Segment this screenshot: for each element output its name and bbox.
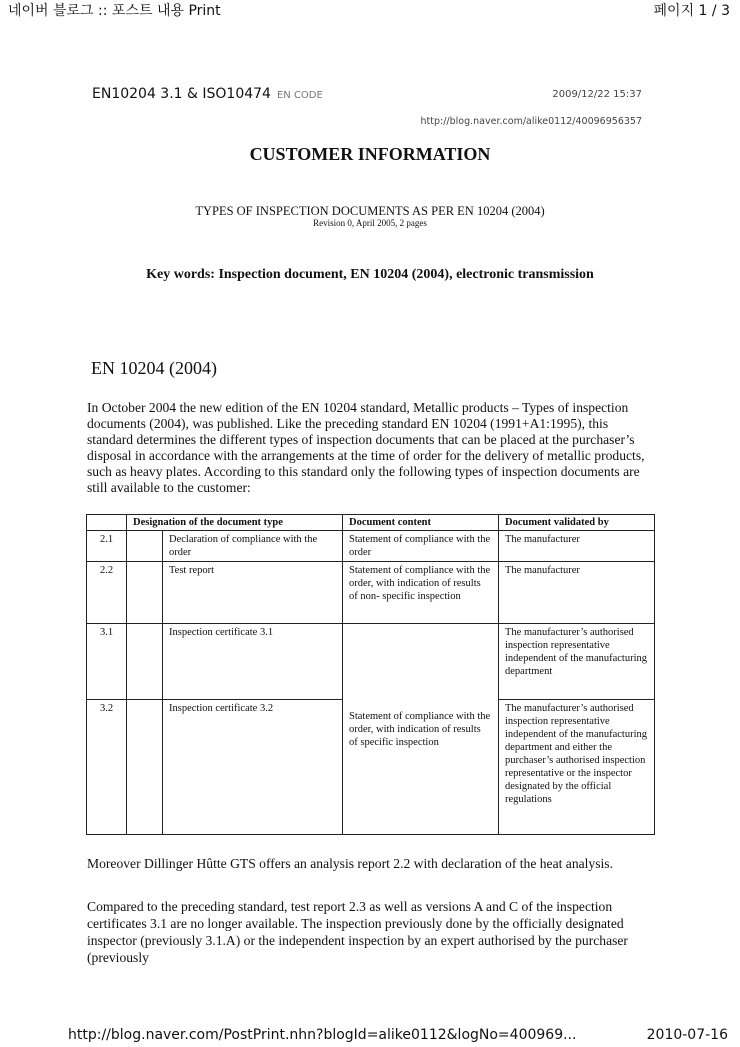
print-footer-url[interactable]: http://blog.naver.com/PostPrint.nhn?blogId=alike0112&logNo=400969... <box>68 1027 577 1043</box>
header-designation: Designation of the document type <box>127 515 343 531</box>
row-validated: The manufacturer <box>499 562 655 624</box>
post-category[interactable]: EN CODE <box>276 90 323 101</box>
document-keywords: Key words: Inspection document, EN 10204 (2004), electronic transmission <box>146 267 594 282</box>
header-code-cell <box>87 515 127 531</box>
row-designation: Inspection certificate 3.1 <box>163 624 343 700</box>
table-header-row <box>87 515 655 531</box>
row-blank-cell <box>127 700 163 835</box>
row-code: 3.1 <box>87 624 127 700</box>
post-title-text: EN10204 3.1 & ISO10474 <box>92 86 271 102</box>
row-content: Statement of compliance with the order, with indication of results of non- specific inspection <box>343 562 499 624</box>
row-validated: The manufacturer’s authorised inspection representative independent of the manufacturing department and either the purchaser’s authorised inspection representative or the inspector designated by the official regulations <box>499 700 655 835</box>
print-page-counter: 페이지 1 / 3 <box>653 3 730 19</box>
row-code: 2.2 <box>87 562 127 624</box>
row-content-merged: Statement of compliance with the order, with indication of results of specific inspection <box>343 624 499 835</box>
header-content: Document content <box>343 515 499 531</box>
table-row <box>87 624 655 700</box>
row-designation: Declaration of compliance with the order <box>163 531 343 562</box>
post-url-link[interactable]: http://blog.naver.com/alike0112/40096956357 <box>420 116 642 127</box>
row-code: 2.1 <box>87 531 127 562</box>
row-code: 3.2 <box>87 700 127 835</box>
row-blank-cell <box>127 562 163 624</box>
print-header-title: 네이버 블로그 :: 포스트 내용 Print <box>8 3 221 19</box>
row-blank-cell <box>127 624 163 700</box>
row-validated: The manufacturer <box>499 531 655 562</box>
table-row <box>87 531 655 562</box>
table-row <box>87 562 655 624</box>
section-heading: EN 10204 (2004) <box>91 358 217 378</box>
row-blank-cell <box>127 531 163 562</box>
post-title <box>92 86 323 102</box>
inspection-documents-table <box>86 514 655 835</box>
document-subtitle: TYPES OF INSPECTION DOCUMENTS AS PER EN 10204 (2004) <box>195 204 545 218</box>
print-footer-date: 2010-07-16 <box>646 1027 728 1043</box>
row-designation: Test report <box>163 562 343 624</box>
row-validated: The manufacturer’s authorised inspection representative independent of the manufacturing department <box>499 624 655 700</box>
compared-paragraph: Compared to the preceding standard, test report 2.3 as well as versions A and C of the inspection certificates 3.1 are no longer available. The inspection previously done by the officially designated inspector (previously 3.1.A) or the independent inspection by an expert authorised by the purchaser (previously <box>87 899 628 965</box>
intro-paragraph: In October 2004 the new edition of the EN 10204 standard, Metallic products – Types of inspection documents (2004), was published. Like the preceding standard EN 10204 (1991+A1:1995), this standard determines the different types of inspection documents that can be placed at the purchaser’s disposal in accordance with the arrangements at the time of order for the delivery of metallic products, such as heavy plates. According to this standard only the following types of inspection documents are still available to the customer: <box>87 400 645 495</box>
document-revision: Revision 0, April 2005, 2 pages <box>313 218 427 228</box>
header-validated: Document validated by <box>499 515 655 531</box>
post-date: 2009/12/22 15:37 <box>552 89 642 100</box>
row-designation: Inspection certificate 3.2 <box>163 700 343 835</box>
document-heading: CUSTOMER INFORMATION <box>249 144 491 164</box>
row-content: Statement of compliance with the order <box>343 531 499 562</box>
moreover-paragraph: Moreover Dillinger Hûtte GTS offers an analysis report 2.2 with declaration of the heat analysis. <box>87 856 613 871</box>
